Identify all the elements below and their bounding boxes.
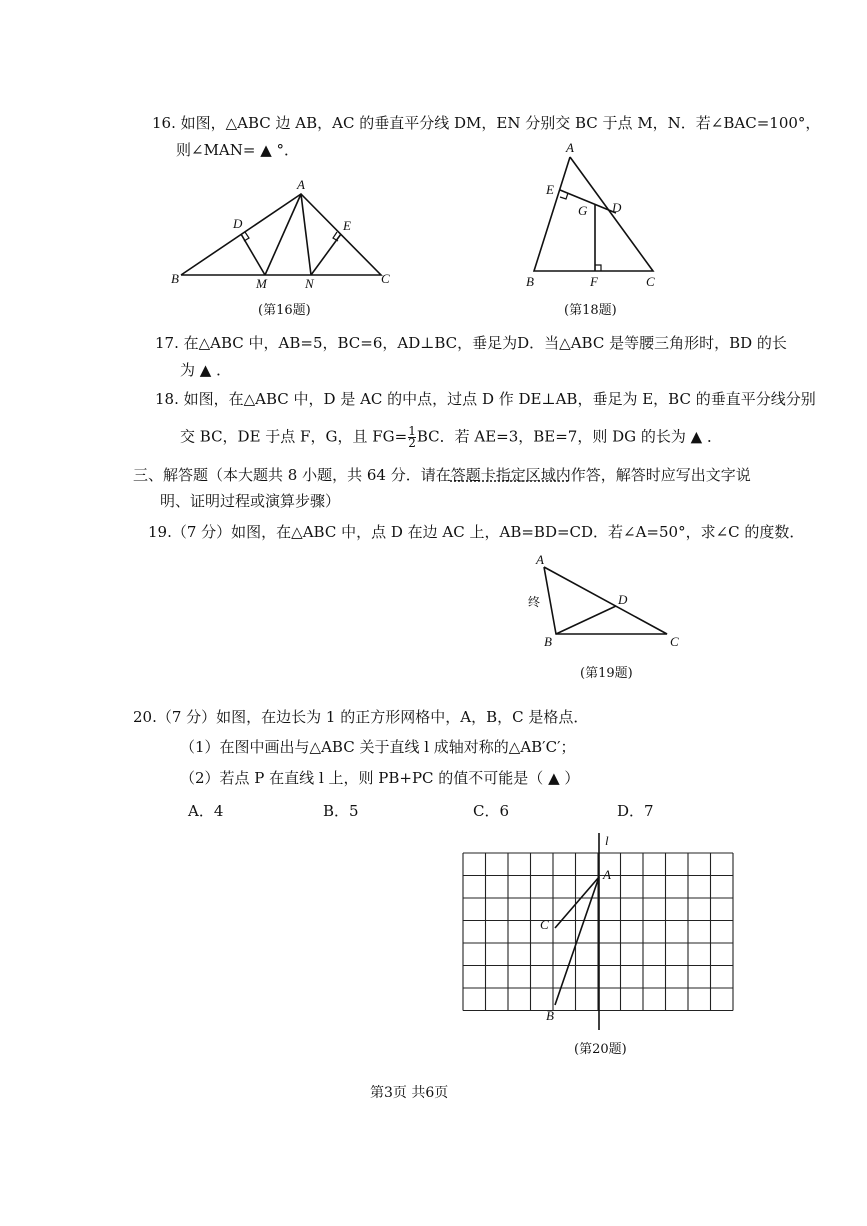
q19-figure [520,552,690,657]
q16-caption: (第16题) [258,303,311,318]
q20-part2: （2）若点 P 在直线 l 上，则 PB+PC 的值不可能是（ ▲ ） [180,769,580,787]
q16-figure [165,175,405,300]
q18-line2-end: BC．若 AE=3，BE=7，则 DG 的长为 ▲ ． [416,427,722,446]
q20-option-b: B．5 [323,802,359,820]
q20-option-c: C．6 [473,802,510,820]
q18-fraction [408,426,416,449]
q18-fraction-num: 1 [408,424,416,438]
q19-label-D: D [618,592,628,607]
q18-label-F: F [590,274,598,289]
q18-label-B: B [526,274,534,289]
q16-label-D: D [233,216,243,231]
section3-line1-start: 三、解答题（本大题共 8 小题，共 64 分．请在 [133,466,451,484]
q18-label-C: C [646,274,655,289]
q18-line2 [180,426,722,449]
q16-line2: 则∠MAN= ▲ °． [176,141,300,159]
section3-line1-end: 作答，解答时应写出文字说 [570,466,751,484]
q16-label-N: N [305,276,314,291]
q18-line2-start: 交 BC，DE 于点 F，G，且 FG= [180,427,408,446]
q19-caption: (第19题) [580,666,633,681]
q20-option-d: D．7 [617,802,654,820]
section3-line1 [133,465,751,485]
section3-line2: 明、证明过程或演算步骤） [160,492,341,510]
q19-label-B: B [544,634,552,649]
q20-grid-figure [455,825,745,1035]
page-footer: 第3页 共6页 [370,1085,449,1101]
q16-label-E: E [343,218,351,233]
q18-label-G: G [578,203,588,218]
q20-part1: （1）在图中画出与△ABC 关于直线 l 成轴对称的△AB′C′； [180,738,576,756]
q19-margin-mark: 终 [528,595,541,609]
q18-fraction-den: 2 [408,436,416,450]
q17-line2: 为 ▲ ． [180,361,232,379]
q20-label-C: C [540,917,549,932]
q20-option-a: A．4 [188,802,224,820]
q18-label-E: E [546,182,554,197]
q18-figure [520,140,670,290]
q19-label-C: C [670,634,679,649]
q16-label-M: M [256,276,267,291]
q16-line1: 16. 如图，△ABC 边 AB，AC 的垂直平分线 DM，EN 分别交 BC 于点 M，N．若∠BAC=100°， [152,114,821,132]
q20-grid [463,853,733,1011]
section3-emphasis: 答题卡指定区域内 [450,466,571,484]
q20-label-A: A [603,867,611,882]
q18-caption: (第18题) [564,303,617,318]
q20-caption: (第20题) [574,1042,627,1057]
q20-line1: 20.（7 分）如图，在边长为 1 的正方形网格中，A，B，C 是格点． [133,708,589,726]
q16-label-B: B [171,271,179,286]
q19-label-A: A [536,552,544,567]
q19-line1: 19.（7 分）如图，在△ABC 中，点 D 在边 AC 上，AB=BD=CD．若∠A=50°，求∠C 的度数． [148,523,805,541]
q18-label-A: A [566,140,574,155]
q18-line1: 18. 如图，在△ABC 中，D 是 AC 的中点，过点 D 作 DE⊥AB，垂足为 E，BC 的垂直平分线分别 [155,390,816,408]
q20-label-B: B [546,1008,554,1023]
q16-label-A: A [297,177,305,192]
q18-label-D: D [612,200,622,215]
q16-label-C: C [381,271,390,286]
q20-label-l: l [605,833,609,848]
q17-line1: 17. 在△ABC 中，AB=5，BC=6，AD⊥BC，垂足为D．当△ABC 是等腰三角形时，BD 的长 [155,334,787,352]
